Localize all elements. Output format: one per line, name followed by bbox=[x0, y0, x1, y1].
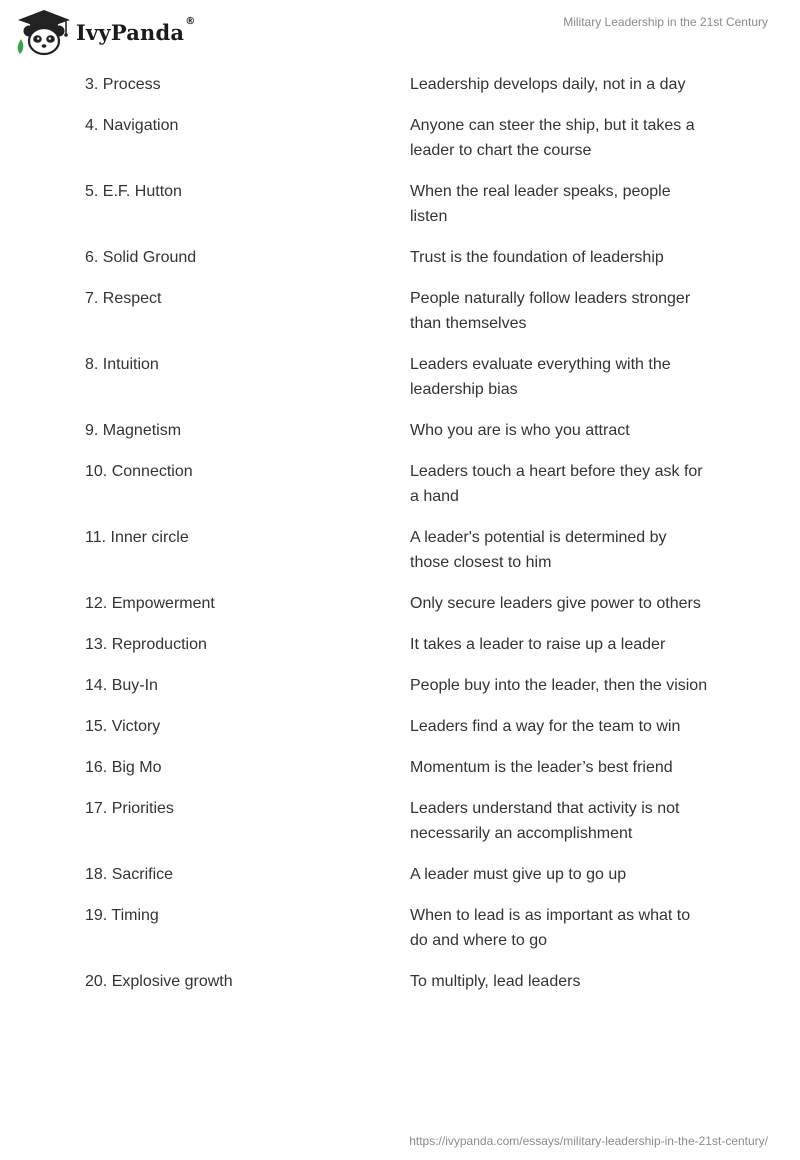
law-name: 5. E.F. Hutton bbox=[85, 183, 182, 200]
law-description: Leaders evaluate everything with the leadership bias bbox=[410, 356, 671, 398]
law-name: 7. Respect bbox=[85, 290, 162, 307]
law-row bbox=[85, 755, 725, 780]
law-row bbox=[85, 459, 725, 509]
law-description: People naturally follow leaders stronger than themselves bbox=[410, 290, 691, 332]
law-row bbox=[85, 862, 725, 887]
law-name: 14. Buy-In bbox=[85, 677, 158, 694]
law-row bbox=[85, 714, 725, 739]
law-description: Leaders understand that activity is not necessarily an accomplishment bbox=[410, 800, 680, 842]
law-name: 15. Victory bbox=[85, 718, 161, 735]
law-name: 12. Empowerment bbox=[85, 595, 215, 612]
law-name: 13. Reproduction bbox=[85, 636, 207, 653]
law-description: People buy into the leader, then the vision bbox=[410, 677, 708, 694]
law-description: Leaders touch a heart before they ask for a hand bbox=[410, 463, 703, 505]
law-name: 8. Intuition bbox=[85, 356, 159, 373]
law-description: When the real leader speaks, people listen bbox=[410, 183, 671, 225]
panda-graduate-icon bbox=[14, 8, 74, 56]
law-row bbox=[85, 352, 725, 402]
law-row bbox=[85, 796, 725, 846]
law-description: Only secure leaders give power to others bbox=[410, 595, 701, 612]
law-row bbox=[85, 673, 725, 698]
law-row bbox=[85, 969, 725, 994]
law-row bbox=[85, 72, 725, 97]
law-name: 4. Navigation bbox=[85, 117, 179, 134]
law-name: 10. Connection bbox=[85, 463, 193, 480]
law-name: 17. Priorities bbox=[85, 800, 174, 817]
law-description: Who you are is who you attract bbox=[410, 422, 630, 439]
law-row bbox=[85, 179, 725, 229]
law-description: Leadership develops daily, not in a day bbox=[410, 76, 686, 93]
ivypanda-logo[interactable] bbox=[14, 8, 195, 56]
law-name: 18. Sacrifice bbox=[85, 866, 174, 883]
law-name: 20. Explosive growth bbox=[85, 973, 233, 990]
law-row bbox=[85, 903, 725, 953]
law-description: Leaders find a way for the team to win bbox=[410, 718, 681, 735]
law-description: When to lead is as important as what to do and where to go bbox=[410, 907, 691, 949]
law-description: Momentum is the leader’s best friend bbox=[410, 759, 673, 776]
law-description: It takes a leader to raise up a leader bbox=[410, 636, 666, 653]
law-name: 3. Process bbox=[85, 76, 161, 93]
law-row bbox=[85, 418, 725, 443]
law-name: 16. Big Mo bbox=[85, 759, 162, 776]
law-name: 11. Inner circle bbox=[85, 529, 189, 546]
law-row bbox=[85, 245, 725, 270]
law-description: Anyone can steer the ship, but it takes a leader to chart the course bbox=[410, 117, 695, 159]
law-description: To multiply, lead leaders bbox=[410, 973, 581, 990]
law-name: 6. Solid Ground bbox=[85, 249, 197, 266]
law-description: A leader must give up to go up bbox=[410, 866, 627, 883]
leadership-laws-list bbox=[85, 72, 725, 1010]
brand-name: IvyPanda® bbox=[76, 15, 196, 45]
source-url[interactable]: https://ivypanda.com/essays/military-leadership-in-the-21st-century/ bbox=[409, 1134, 768, 1148]
law-description: Trust is the foundation of leadership bbox=[410, 249, 664, 266]
document-title: Military Leadership in the 21st Century bbox=[563, 15, 768, 29]
law-row bbox=[85, 591, 725, 616]
law-name: 9. Magnetism bbox=[85, 422, 182, 439]
law-row bbox=[85, 286, 725, 336]
law-description: A leader's potential is determined by those closest to him bbox=[410, 529, 667, 571]
law-name: 19. Timing bbox=[85, 907, 159, 924]
law-row bbox=[85, 113, 725, 163]
law-row bbox=[85, 525, 725, 575]
law-row bbox=[85, 632, 725, 657]
